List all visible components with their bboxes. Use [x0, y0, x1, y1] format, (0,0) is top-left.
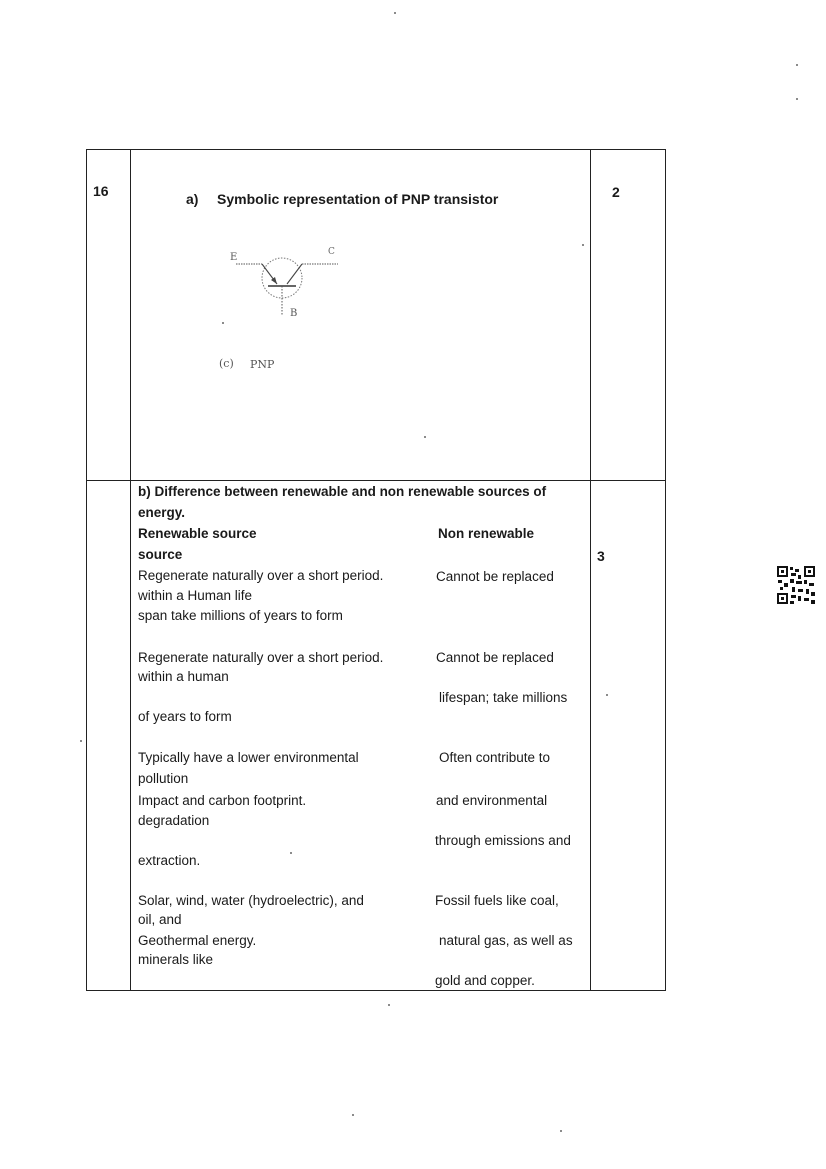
left-line: minerals like [138, 952, 214, 967]
left-line: of years to form [138, 709, 232, 724]
scan-speck [222, 322, 224, 324]
scan-speck [352, 1114, 354, 1116]
collector-label: C [328, 247, 335, 257]
nonrenewable-column-header: Non renewable [438, 526, 535, 541]
left-line: oil, and [138, 912, 182, 927]
scan-speck [606, 694, 608, 696]
renewable-column-header: Renewable source [138, 526, 257, 541]
part-b-heading-line-1: b) Difference between renewable and non renewable sources of [138, 484, 547, 499]
emitter-label: E [230, 252, 238, 263]
pnp-transistor-diagram [222, 240, 352, 330]
part-b-heading-line-2: energy. [138, 505, 186, 520]
right-line: and environmental [436, 793, 548, 808]
left-line: Geothermal energy. [138, 933, 257, 948]
part-a-title: Symbolic representation of PNP transistor [217, 191, 499, 207]
diagram-caption-type: PNP [250, 358, 275, 371]
table-column-divider-1 [130, 149, 131, 991]
qr-code-icon [776, 565, 816, 605]
table-border-left [86, 149, 87, 991]
part-b-marks: 3 [597, 548, 605, 564]
collector-arm [287, 264, 302, 284]
table-border-bottom [86, 990, 666, 991]
base-label: B [290, 308, 298, 319]
right-line: Cannot be replaced [436, 650, 554, 665]
right-line: gold and copper. [435, 973, 535, 988]
right-line: natural gas, as well as [439, 933, 573, 948]
table-border-right [665, 149, 666, 991]
scan-speck [80, 740, 82, 742]
right-line: Fossil fuels like coal, [435, 893, 559, 908]
scan-speck [424, 436, 426, 438]
left-line: Typically have a lower environmental [138, 750, 359, 765]
left-line: Regenerate naturally over a short period. [138, 568, 384, 583]
right-line: Cannot be replaced [436, 569, 554, 584]
table-row-divider [86, 480, 666, 481]
right-line: Often contribute to [439, 750, 551, 765]
scan-speck [796, 64, 798, 66]
left-line: Regenerate naturally over a short period. [138, 650, 384, 665]
left-line: Solar, wind, water (hydroelectric), and [138, 893, 364, 908]
table-column-divider-2 [590, 149, 591, 991]
scan-speck [394, 12, 396, 14]
left-line: within a human [138, 669, 229, 684]
scan-speck [388, 1004, 390, 1006]
part-a-label: a) [186, 191, 199, 207]
part-a-marks: 2 [612, 184, 620, 200]
scan-speck [796, 98, 798, 100]
right-line: lifespan; take millions [439, 690, 568, 705]
diagram-caption-index: (c) [219, 357, 234, 370]
scan-speck [582, 244, 584, 246]
left-line: span take millions of years to form [138, 608, 343, 623]
left-line: extraction. [138, 853, 201, 868]
table-border-top [86, 149, 666, 150]
scan-speck [290, 852, 292, 854]
question-number: 16 [93, 183, 109, 199]
scan-speck [560, 1130, 562, 1132]
right-line: through emissions and [435, 833, 571, 848]
left-line: degradation [138, 813, 210, 828]
left-line: pollution [138, 771, 189, 786]
left-line: within a Human life [138, 588, 253, 603]
renewable-column-header-cont: source [138, 547, 183, 562]
left-line: Impact and carbon footprint. [138, 793, 307, 808]
